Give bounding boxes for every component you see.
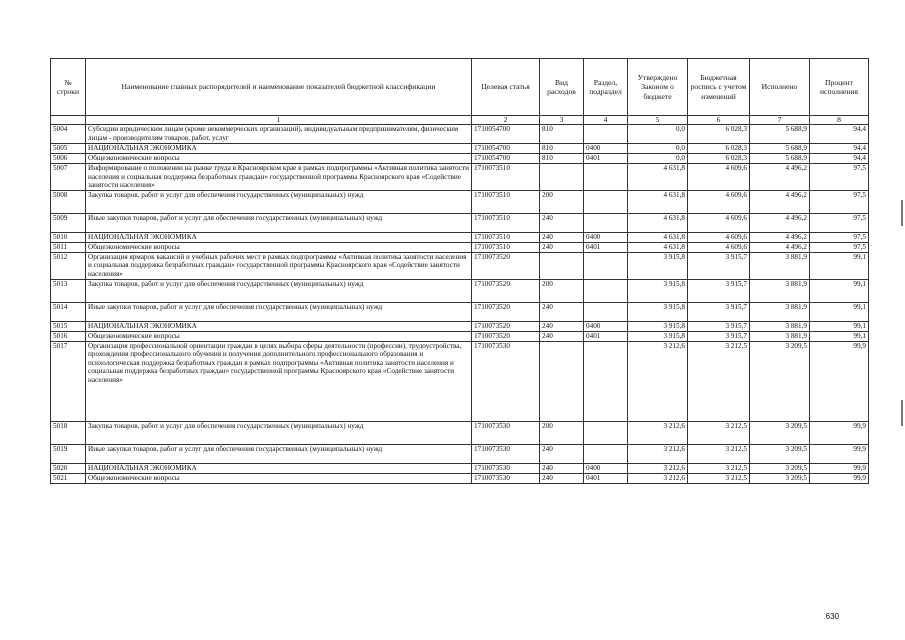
row-percent: 99,1 <box>810 302 869 321</box>
row-number: 5013 <box>51 279 86 302</box>
table-header-row <box>51 59 869 116</box>
row-section <box>584 302 628 321</box>
row-percent: 99,9 <box>810 463 869 473</box>
row-number: 5014 <box>51 302 86 321</box>
row-target-article: 1710073520 <box>472 302 540 321</box>
row-name: Общеэкономические вопросы <box>86 473 472 483</box>
row-budget-schedule: 6 028,3 <box>688 144 750 154</box>
row-budget-schedule: 4 609,6 <box>688 213 750 232</box>
row-target-article: 1710073530 <box>472 341 540 421</box>
column-number: 3 <box>540 116 584 125</box>
header-executed: Исполнено <box>750 59 810 116</box>
row-name: Закупка товаров, работ и услуг для обеспечения государственных (муниципальных) нужд <box>86 190 472 213</box>
row-executed: 5 688,9 <box>750 125 810 144</box>
row-number: 5005 <box>51 144 86 154</box>
column-number: 1 <box>86 116 472 125</box>
row-number: 5020 <box>51 463 86 473</box>
header-row-number: № строки <box>51 59 86 116</box>
row-approved: 4 631,8 <box>628 190 688 213</box>
row-budget-schedule: 3 212,5 <box>688 444 750 463</box>
table-row <box>51 341 869 421</box>
row-percent: 99,1 <box>810 321 869 331</box>
column-number: 7 <box>750 116 810 125</box>
header-name: Наименование главных распорядителей и наименование показателей бюджетной классификации <box>86 59 472 116</box>
row-number: 5007 <box>51 164 86 191</box>
row-name: Общеэкономические вопросы <box>86 331 472 341</box>
row-percent: 97,5 <box>810 213 869 232</box>
row-target-article: 1710073520 <box>472 252 540 279</box>
row-expense-type: 240 <box>540 463 584 473</box>
row-executed: 3 881,9 <box>750 331 810 341</box>
row-name: Организация ярмарок вакансий и учебных рабочих мест в рамках подпрограммы «Активная политика занятости населения и социальная поддержка безработных граждан» государственной программы Красноярского края «Содействие занятости населения» <box>86 252 472 279</box>
row-name: Общеэкономические вопросы <box>86 242 472 252</box>
row-percent: 94,4 <box>810 154 869 164</box>
row-budget-schedule: 3 212,5 <box>688 463 750 473</box>
row-approved: 4 631,8 <box>628 242 688 252</box>
table-row <box>51 213 869 232</box>
row-section <box>584 164 628 191</box>
row-target-article: 1710073530 <box>472 444 540 463</box>
row-budget-schedule: 3 915,7 <box>688 321 750 331</box>
row-percent: 99,9 <box>810 421 869 444</box>
row-budget-schedule: 4 609,6 <box>688 232 750 242</box>
row-budget-schedule: 3 212,5 <box>688 341 750 421</box>
table-row <box>51 421 869 444</box>
row-percent: 99,9 <box>810 473 869 483</box>
row-target-article: 1710073510 <box>472 164 540 191</box>
row-percent: 97,5 <box>810 232 869 242</box>
table-row <box>51 242 869 252</box>
row-number: 5019 <box>51 444 86 463</box>
row-executed: 3 881,9 <box>750 302 810 321</box>
row-approved: 3 915,8 <box>628 302 688 321</box>
row-executed: 3 881,9 <box>750 279 810 302</box>
row-budget-schedule: 3 212,5 <box>688 421 750 444</box>
row-executed: 3 209,5 <box>750 444 810 463</box>
row-name: Информирование о положении на рынке труда в Красноярском крае в рамках подпрограммы «Активная политика занятости населения и социальная поддержка безработных граждан» государственной программы Красноярского края «Содействие занятости населения» <box>86 164 472 191</box>
row-number: 5012 <box>51 252 86 279</box>
row-expense-type: 240 <box>540 321 584 331</box>
scan-edge-mark <box>901 400 903 426</box>
row-budget-schedule: 6 028,3 <box>688 125 750 144</box>
row-target-article: 1710073530 <box>472 463 540 473</box>
row-executed: 3 209,5 <box>750 421 810 444</box>
table-row <box>51 252 869 279</box>
row-section <box>584 252 628 279</box>
row-number: 5008 <box>51 190 86 213</box>
row-budget-schedule: 4 609,6 <box>688 190 750 213</box>
row-section <box>584 190 628 213</box>
table-row <box>51 331 869 341</box>
table-row <box>51 302 869 321</box>
row-number: 5009 <box>51 213 86 232</box>
row-executed: 4 496,2 <box>750 213 810 232</box>
row-number: 5015 <box>51 321 86 331</box>
row-name: НАЦИОНАЛЬНАЯ ЭКОНОМИКА <box>86 463 472 473</box>
row-section <box>584 341 628 421</box>
row-name: Закупка товаров, работ и услуг для обеспечения государственных (муниципальных) нужд <box>86 421 472 444</box>
table-row <box>51 463 869 473</box>
row-target-article: 1710073520 <box>472 321 540 331</box>
row-executed: 4 496,2 <box>750 164 810 191</box>
row-name: Иные закупки товаров, работ и услуг для обеспечения государственных (муниципальных) нужд <box>86 302 472 321</box>
row-name: Общеэкономические вопросы <box>86 154 472 164</box>
row-approved: 3 212,6 <box>628 421 688 444</box>
row-approved: 3 915,8 <box>628 331 688 341</box>
row-expense-type: 240 <box>540 242 584 252</box>
row-approved: 3 915,8 <box>628 279 688 302</box>
row-target-article: 1710073530 <box>472 473 540 483</box>
row-section: 0400 <box>584 144 628 154</box>
table-row <box>51 444 869 463</box>
row-number: 5021 <box>51 473 86 483</box>
row-expense-type: 200 <box>540 279 584 302</box>
table-row <box>51 321 869 331</box>
budget-execution-table <box>50 58 869 484</box>
column-number: 4 <box>584 116 628 125</box>
row-expense-type <box>540 164 584 191</box>
row-approved: 3 212,6 <box>628 341 688 421</box>
row-executed: 3 881,9 <box>750 321 810 331</box>
row-section <box>584 444 628 463</box>
row-target-article: 1710073530 <box>472 421 540 444</box>
row-target-article: 1710054700 <box>472 125 540 144</box>
row-budget-schedule: 3 915,7 <box>688 252 750 279</box>
row-target-article: 1710073520 <box>472 279 540 302</box>
row-expense-type: 810 <box>540 144 584 154</box>
header-section: Раздел, подраздел <box>584 59 628 116</box>
row-number: 5017 <box>51 341 86 421</box>
row-budget-schedule: 3 915,7 <box>688 302 750 321</box>
header-approved: Утверждено Законом о бюджете <box>628 59 688 116</box>
row-section: 0400 <box>584 321 628 331</box>
header-expense-type: Вид расходов <box>540 59 584 116</box>
row-section: 0401 <box>584 154 628 164</box>
row-target-article: 1710073510 <box>472 232 540 242</box>
row-target-article: 1710073510 <box>472 242 540 252</box>
table-row <box>51 125 869 144</box>
row-section <box>584 279 628 302</box>
row-budget-schedule: 6 028,3 <box>688 154 750 164</box>
table-row <box>51 144 869 154</box>
row-executed: 3 209,5 <box>750 473 810 483</box>
row-percent: 97,5 <box>810 190 869 213</box>
row-section <box>584 213 628 232</box>
row-executed: 4 496,2 <box>750 232 810 242</box>
row-approved: 0,0 <box>628 125 688 144</box>
row-number: 5010 <box>51 232 86 242</box>
row-name: Иные закупки товаров, работ и услуг для обеспечения государственных (муниципальных) нужд <box>86 213 472 232</box>
row-section: 0401 <box>584 242 628 252</box>
column-number <box>51 116 86 125</box>
row-executed: 3 209,5 <box>750 463 810 473</box>
row-executed: 4 496,2 <box>750 190 810 213</box>
row-target-article: 1710073510 <box>472 190 540 213</box>
row-section <box>584 421 628 444</box>
row-expense-type <box>540 341 584 421</box>
row-percent: 99,9 <box>810 444 869 463</box>
row-name: Иные закупки товаров, работ и услуг для обеспечения государственных (муниципальных) нужд <box>86 444 472 463</box>
row-budget-schedule: 3 915,7 <box>688 331 750 341</box>
table-row <box>51 232 869 242</box>
row-name: НАЦИОНАЛЬНАЯ ЭКОНОМИКА <box>86 144 472 154</box>
row-name: НАЦИОНАЛЬНАЯ ЭКОНОМИКА <box>86 232 472 242</box>
row-expense-type: 240 <box>540 213 584 232</box>
table-row <box>51 279 869 302</box>
row-target-article: 1710073520 <box>472 331 540 341</box>
row-number: 5004 <box>51 125 86 144</box>
column-number: 6 <box>688 116 750 125</box>
row-expense-type: 200 <box>540 421 584 444</box>
row-budget-schedule: 3 212,5 <box>688 473 750 483</box>
row-expense-type: 240 <box>540 232 584 242</box>
row-executed: 5 688,9 <box>750 144 810 154</box>
row-section <box>584 125 628 144</box>
row-number: 5011 <box>51 242 86 252</box>
table-body <box>51 125 869 484</box>
row-approved: 4 631,8 <box>628 232 688 242</box>
row-percent: 94,4 <box>810 144 869 154</box>
column-number: 8 <box>810 116 869 125</box>
document-page <box>50 58 868 484</box>
row-percent: 97,5 <box>810 242 869 252</box>
row-percent: 99,1 <box>810 279 869 302</box>
row-expense-type: 810 <box>540 125 584 144</box>
row-number: 5016 <box>51 331 86 341</box>
table-row <box>51 190 869 213</box>
row-expense-type: 240 <box>540 444 584 463</box>
row-expense-type <box>540 252 584 279</box>
row-approved: 3 212,6 <box>628 473 688 483</box>
row-budget-schedule: 4 609,6 <box>688 242 750 252</box>
table-row <box>51 154 869 164</box>
row-section: 0401 <box>584 331 628 341</box>
row-name: НАЦИОНАЛЬНАЯ ЭКОНОМИКА <box>86 321 472 331</box>
column-number: 5 <box>628 116 688 125</box>
column-number-row <box>51 116 869 125</box>
row-target-article: 1710054700 <box>472 154 540 164</box>
row-expense-type: 240 <box>540 473 584 483</box>
row-expense-type: 810 <box>540 154 584 164</box>
row-approved: 4 631,8 <box>628 213 688 232</box>
row-section: 0401 <box>584 473 628 483</box>
row-executed: 3 881,9 <box>750 252 810 279</box>
row-approved: 0,0 <box>628 154 688 164</box>
row-number: 5006 <box>51 154 86 164</box>
row-expense-type: 240 <box>540 302 584 321</box>
row-percent: 97,5 <box>810 164 869 191</box>
table-row <box>51 164 869 191</box>
row-executed: 4 496,2 <box>750 242 810 252</box>
row-number: 5018 <box>51 421 86 444</box>
header-target-article: Целевая статья <box>472 59 540 116</box>
row-executed: 5 688,9 <box>750 154 810 164</box>
row-percent: 99,1 <box>810 252 869 279</box>
table-row <box>51 473 869 483</box>
row-percent: 94,4 <box>810 125 869 144</box>
row-budget-schedule: 4 609,6 <box>688 164 750 191</box>
row-approved: 4 631,8 <box>628 164 688 191</box>
page-number: 630 <box>825 612 839 621</box>
row-section: 0400 <box>584 463 628 473</box>
row-approved: 0,0 <box>628 144 688 154</box>
row-name: Субсидии юридическим лицам (кроме некоммерческих организаций), индивидуальным предпринимателям, физическим лицам - производителям товаров, работ, услуг <box>86 125 472 144</box>
row-section: 0400 <box>584 232 628 242</box>
row-percent: 99,1 <box>810 331 869 341</box>
row-approved: 3 212,6 <box>628 463 688 473</box>
row-approved: 3 915,8 <box>628 252 688 279</box>
row-expense-type: 240 <box>540 331 584 341</box>
scan-edge-mark <box>901 200 903 226</box>
row-executed: 3 209,5 <box>750 341 810 421</box>
row-approved: 3 212,6 <box>628 444 688 463</box>
row-budget-schedule: 3 915,7 <box>688 279 750 302</box>
header-percent: Процент исполнения <box>810 59 869 116</box>
header-budget-schedule: Бюджетная роспись с учетом изменений <box>688 59 750 116</box>
row-percent: 99,9 <box>810 341 869 421</box>
row-target-article: 1710073510 <box>472 213 540 232</box>
column-number: 2 <box>472 116 540 125</box>
row-name: Закупка товаров, работ и услуг для обеспечения государственных (муниципальных) нужд <box>86 279 472 302</box>
row-approved: 3 915,8 <box>628 321 688 331</box>
row-name: Организация профессиональной ориентации граждан в целях выбора сферы деятельности (профессии), трудоустройства, прохождения профессионального обучения и получения дополнительного профессионального образования и психологическая поддержка безработных граждан в рамках подпрограммы «Активная политика занятости населения и социальная поддержка безработных граждан» государственной программы Красноярского края «Содействие занятости населения» <box>86 341 472 421</box>
row-target-article: 1710054700 <box>472 144 540 154</box>
row-expense-type: 200 <box>540 190 584 213</box>
